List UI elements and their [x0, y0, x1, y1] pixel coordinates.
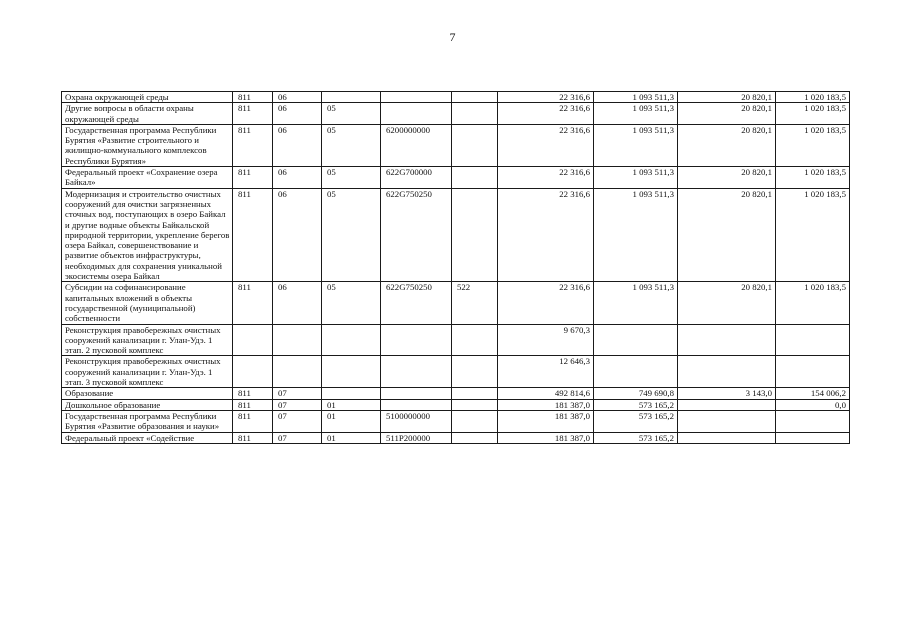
row-name: Федеральный проект «Содействие	[62, 432, 233, 443]
row-rz	[273, 324, 322, 356]
row-value-1: 12 646,3	[498, 356, 594, 388]
row-value-2: 1 093 511,3	[594, 103, 678, 125]
row-ved: 811	[233, 103, 273, 125]
row-vr	[452, 399, 498, 410]
row-value-4: 1 020 183,5	[776, 103, 850, 125]
row-ved: 811	[233, 92, 273, 103]
row-value-3	[678, 432, 776, 443]
row-ved: 811	[233, 432, 273, 443]
row-name: Государственная программа Республики Бурятия «Развитие образования и науки»	[62, 410, 233, 432]
budget-table	[61, 91, 850, 444]
row-value-3: 20 820,1	[678, 124, 776, 166]
row-ved: 811	[233, 167, 273, 189]
row-value-2: 1 093 511,3	[594, 124, 678, 166]
row-value-3: 20 820,1	[678, 282, 776, 324]
row-vr	[452, 388, 498, 399]
row-rz: 06	[273, 188, 322, 282]
row-value-4	[776, 432, 850, 443]
row-value-3	[678, 399, 776, 410]
table-row	[62, 103, 850, 125]
row-name: Охрана окружающей среды	[62, 92, 233, 103]
row-vr	[452, 324, 498, 356]
table-row	[62, 124, 850, 166]
row-csr: 622G700000	[381, 167, 452, 189]
row-csr	[381, 356, 452, 388]
row-value-1: 22 316,6	[498, 282, 594, 324]
row-value-2	[594, 356, 678, 388]
table-row	[62, 356, 850, 388]
row-value-4: 0,0	[776, 399, 850, 410]
row-value-1: 22 316,6	[498, 124, 594, 166]
row-ved: 811	[233, 399, 273, 410]
row-vr	[452, 356, 498, 388]
row-name: Реконструкция правобережных очистных сооружений канализации г. Улан-Удэ. 1 этап. 2 пусковой комплекс	[62, 324, 233, 356]
row-value-4: 1 020 183,5	[776, 282, 850, 324]
table-row	[62, 167, 850, 189]
row-csr: 511P200000	[381, 432, 452, 443]
row-ved: 811	[233, 282, 273, 324]
row-ved	[233, 324, 273, 356]
row-value-1: 22 316,6	[498, 92, 594, 103]
row-vr	[452, 188, 498, 282]
row-value-2	[594, 324, 678, 356]
row-value-3	[678, 356, 776, 388]
row-csr: 6200000000	[381, 124, 452, 166]
row-ved: 811	[233, 124, 273, 166]
row-rz: 06	[273, 103, 322, 125]
row-value-1: 181 387,0	[498, 410, 594, 432]
row-value-4: 1 020 183,5	[776, 167, 850, 189]
table-row	[62, 282, 850, 324]
row-value-4	[776, 410, 850, 432]
row-rz: 07	[273, 388, 322, 399]
row-ved: 811	[233, 410, 273, 432]
row-name: Модернизация и строительство очистных сооружений для очистки загрязненных сточных вод, поступающих в озеро Байкал и другие водные объекты Байкальской природной территории, укрепление берегов озера Байкал, совершенствование и развитие объектов инфраструктуры, необходимых для сохранения уникальной экосистемы озера Байкал	[62, 188, 233, 282]
row-rz: 07	[273, 432, 322, 443]
row-value-1: 9 670,3	[498, 324, 594, 356]
row-rz: 07	[273, 399, 322, 410]
row-pr	[322, 388, 381, 399]
row-value-3: 20 820,1	[678, 103, 776, 125]
table-row	[62, 92, 850, 103]
row-pr: 05	[322, 124, 381, 166]
row-name: Субсидии на софинансирование капитальных вложений в объекты государственной (муниципальной) собственности	[62, 282, 233, 324]
row-vr	[452, 167, 498, 189]
row-value-1: 22 316,6	[498, 103, 594, 125]
row-vr	[452, 103, 498, 125]
row-value-3: 20 820,1	[678, 92, 776, 103]
row-value-2: 1 093 511,3	[594, 167, 678, 189]
row-pr: 05	[322, 282, 381, 324]
row-value-1: 22 316,6	[498, 188, 594, 282]
row-value-4: 1 020 183,5	[776, 92, 850, 103]
row-value-4	[776, 324, 850, 356]
row-name: Дошкольное образование	[62, 399, 233, 410]
row-ved: 811	[233, 188, 273, 282]
row-name: Образование	[62, 388, 233, 399]
row-value-1: 181 387,0	[498, 399, 594, 410]
row-vr	[452, 92, 498, 103]
row-csr	[381, 92, 452, 103]
table-row	[62, 432, 850, 443]
row-value-4: 1 020 183,5	[776, 124, 850, 166]
row-pr: 01	[322, 432, 381, 443]
row-name: Государственная программа Республики Бурятия «Развитие строительного и жилищно-коммунального комплексов Республики Бурятия»	[62, 124, 233, 166]
row-value-1: 492 814,6	[498, 388, 594, 399]
table-row	[62, 399, 850, 410]
row-ved	[233, 356, 273, 388]
row-value-2: 1 093 511,3	[594, 282, 678, 324]
row-name: Реконструкция правобережных очистных сооружений канализации г. Улан-Удэ. 1 этап. 3 пусковой комплекс	[62, 356, 233, 388]
row-name: Федеральный проект «Сохранение озера Байкал»	[62, 167, 233, 189]
row-value-3: 20 820,1	[678, 188, 776, 282]
row-rz: 06	[273, 282, 322, 324]
row-csr: 5100000000	[381, 410, 452, 432]
row-value-2: 1 093 511,3	[594, 92, 678, 103]
row-csr	[381, 324, 452, 356]
table-row	[62, 188, 850, 282]
row-rz: 07	[273, 410, 322, 432]
row-value-2: 573 165,2	[594, 399, 678, 410]
row-pr: 05	[322, 188, 381, 282]
table-body	[62, 92, 850, 444]
row-value-2: 1 093 511,3	[594, 188, 678, 282]
row-vr	[452, 124, 498, 166]
page-number: 7	[449, 30, 456, 44]
row-value-3: 3 143,0	[678, 388, 776, 399]
row-rz: 06	[273, 92, 322, 103]
row-pr	[322, 356, 381, 388]
row-value-3: 20 820,1	[678, 167, 776, 189]
row-value-3	[678, 324, 776, 356]
row-vr: 522	[452, 282, 498, 324]
row-vr	[452, 410, 498, 432]
row-value-4: 1 020 183,5	[776, 188, 850, 282]
row-rz: 06	[273, 124, 322, 166]
row-value-1: 181 387,0	[498, 432, 594, 443]
row-value-4	[776, 356, 850, 388]
row-ved: 811	[233, 388, 273, 399]
row-pr	[322, 324, 381, 356]
row-pr: 01	[322, 399, 381, 410]
row-value-2: 573 165,2	[594, 432, 678, 443]
row-csr: 622G750250	[381, 282, 452, 324]
table-row	[62, 388, 850, 399]
row-value-4: 154 006,2	[776, 388, 850, 399]
row-rz	[273, 356, 322, 388]
row-value-3	[678, 410, 776, 432]
row-csr	[381, 399, 452, 410]
row-name: Другие вопросы в области охраны окружающей среды	[62, 103, 233, 125]
table-row	[62, 324, 850, 356]
row-csr	[381, 103, 452, 125]
row-value-2: 573 165,2	[594, 410, 678, 432]
row-pr: 05	[322, 103, 381, 125]
row-pr: 01	[322, 410, 381, 432]
row-pr	[322, 92, 381, 103]
table-row	[62, 410, 850, 432]
row-value-1: 22 316,6	[498, 167, 594, 189]
row-csr: 622G750250	[381, 188, 452, 282]
row-csr	[381, 388, 452, 399]
row-value-2: 749 690,8	[594, 388, 678, 399]
row-vr	[452, 432, 498, 443]
row-pr: 05	[322, 167, 381, 189]
row-rz: 06	[273, 167, 322, 189]
